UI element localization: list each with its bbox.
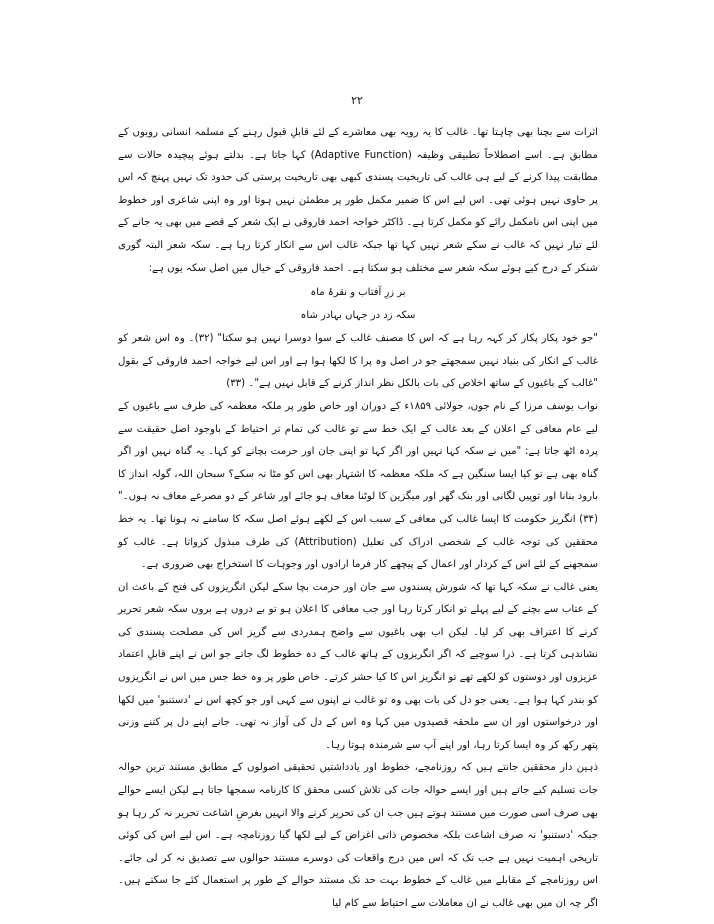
page-number: ۲۲: [351, 94, 363, 107]
paragraph-3: نواب یوسف مرزا کے نام جون، جولائی ۱۸۵۹ء کے دوران اور خاص طور پر ملکہ معظمہ کی طرف سے باغیوں کے لیے عام معافی کے اعلان کے بعد غالب کے ایک خط سے تو غالب کی تمام تر احتیاط کے باوجود اصل حقیقت سے پردہ اٹھ جاتا ہے: "میں نے سکہ کہا نہیں اور اگر کہا تو اپنی جان اور حرمت بچانے کو کہا۔ یہ گناہ نہیں اور اگر گناہ بھی ہے تو کیا ایسا سنگین ہے کہ ملکہ معظمہ کا اشتہار بھی اس کو مٹا نہ سکے؟ سبحان اللہ، گولہ انداز کا بارود بنانا اور توپیں لگانی اور بنک گھر اور میگزین کا لوٹنا معاف ہو جائے اور شاعر کے دو مصرعے معاف نہ ہوں۔" (۳۴) انگریز حکومت کا ایسا غالب کی معافی کے سبب اس کے لکھے ہوئے اصل سکہ کا سامنے نہ ہونا تھا۔ یہ خط محققین کی توجہ غالب کے شخصی ادراک کی تعلیل (Attribution) کی طرف مبذول کرواتا ہے۔ غالب کو سمجھنے کے لئے اس کے کردار اور اعمال کے پیچھے کار فرما ارادوں اور وجوہات کا استخراج بھی ضروری ہے۔: [118, 400, 598, 571]
paragraph-1: اثرات سے بچنا بھی چاہتا تھا۔ غالب کا یہ رویہ بھی معاشرے کے لئے قابلِ قبول رہنے کے مسلمہ انسانی رویوں کے مطابق ہے۔ اسے اصطلاحاً تطبیقی وظیفہ (Adaptive Function) کہا جاتا ہے۔ بدلتے ہوئے پیچیدہ حالات سے مطابقت پیدا کرنے کے لیے ہی غالب کی تاریخیت پسندی کبھی بھی تاریخیت پرستی کی حدود تک نہیں پہنچ کہ اس پر حاوی نہیں ہوئی تھی۔ اس لیے اس کا ضمیر مکمل طور پر مطمئن نہیں ہوتا اور وہ اپنی شاعری اور خطوط میں اپنی اس نامکمل رائے کو مکمل کرتا ہے۔ ڈاکٹر خواجہ احمد فاروقی نے ایک شعر کے قصے میں بھی یہ جانے کے لئے تیار نہیں کہ غالب نے سکے شعر نہیں کہا تھا جبکہ غالب اس سے انکار کرتا رہا ہے۔ سکہ شعر البتہ گوری شنکر کے درج کیے ہوئے سکہ شعر سے مختلف ہو سکتا ہے۔ احمد فاروقی کے خیال میں اصل سکہ یوں ہے:: [118, 127, 598, 274]
paragraph-4: یعنی غالب نے سکہ کہا تھا کہ شورش پسندوں سے جان اور حرمت بچا سکے لیکن انگریزوں کی فتح کے باعث ان کے عتاب سے بچنے کے لیے پہلے تو انکار کرتا رہا اور جب معافی کا اعلان ہو تو بے دروں ہے بروں سکہ شعر تحریر کرنے کا اعتراف بھی کر لیا۔ لیکن اب بھی باغیوں سے واضح ہمدردی سے گریز اس کی مصلحت پسندی کی نشاندہی کرتا ہے۔ ذرا سوچیے کہ اگر انگریزوں کے ہاتھ غالب کے دہ خطوط لگ جاتے جو اس نے اپنے قابلِ اعتماد عزیزوں اور دوستوں کو لکھے تھے تو انگریز اس کا کیا حشر کرتے۔ خاص طور پر وہ خط جس میں اس نے انگریزوں کو بندر کہا ہوا ہے۔ یعنی جو دل کی بات بھی وہ تو غالب نے اپنوں سے کہی اور جو کچھ اس نے 'دستنبو' میں لکھا اور درخواستوں اور ان سے ملحقہ قصیدوں میں کہا وہ اس کے دل کی آواز نہ تھی۔ جانے اپنے دل پر کتنے وزنی پتھر رکھ کر وہ ایسا کرتا رہا، اور اپنے آپ سے شرمندہ ہوتا رہا۔: [118, 581, 598, 751]
body-text: [118, 122, 598, 916]
paragraph-5: ذہین دار محققین جانتے ہیں کہ روزنامچے، خطوط اور یادداشتیں تحقیقی اصولوں کے مطابق مستند ترین حوالہ جات تسلیم کیے جاتے ہیں اور ایسے حوالہ جات کی تلاش کسی محقق کا کارنامہ سمجھا جاتا ہے لیکن ایسے حوالے بھی صرف اسی صورت میں مستند ہوتے ہیں جب ان کی تحریر کرنے والا انہیں بغرضِ اشاعت تحریر نہ کر رہا ہو جبکہ 'دستنبو' نہ صرف اشاعت بلکہ مخصوص ذاتی اغراض کے لیے لکھا گیا روزنامچہ ہے۔ اس لیے اس کی کوئی تاریخی اہمیت نہیں ہے جب تک کہ اس میں درج واقعات کی دوسرے مستند حوالوں سے تصدیق نہ کر لی جائے۔ اس روزنامچے کے مقابلے میں غالب کے خطوط بہت حد تک مستند حوالے کے طور پر استعمال کئے جا سکتے ہیں۔ اگر چہ ان میں بھی غالب نے ان معاملات سے احتیاط سے کام لیا: [118, 762, 598, 909]
paragraph-2: "جو خود پکار پکار کر کہہ رہا ہے کہ اس کا مصنف غالب کے سوا دوسرا نہیں ہو سکتا" (۳۲)۔ وہ اس شعر کو غالب کے انکار کی بنیاد نہیں سمجھتے جو در اصل وہ پرا کا لکھا ہوا ہے اور اس لیے خواجہ احمد فاروقی کے بقول "غالب کے باغیوں کے ساتھ اخلاص کی بات بالکل نظر انداز کرنے کے قابل نہیں ہے"۔ (۳۳): [118, 333, 598, 390]
verse-line-1: بر زرِ آفتاب و نقرۂ ماہ: [310, 287, 406, 299]
verse-line-2: سکہ زد در جہاں بہادر شاہ: [300, 310, 416, 322]
